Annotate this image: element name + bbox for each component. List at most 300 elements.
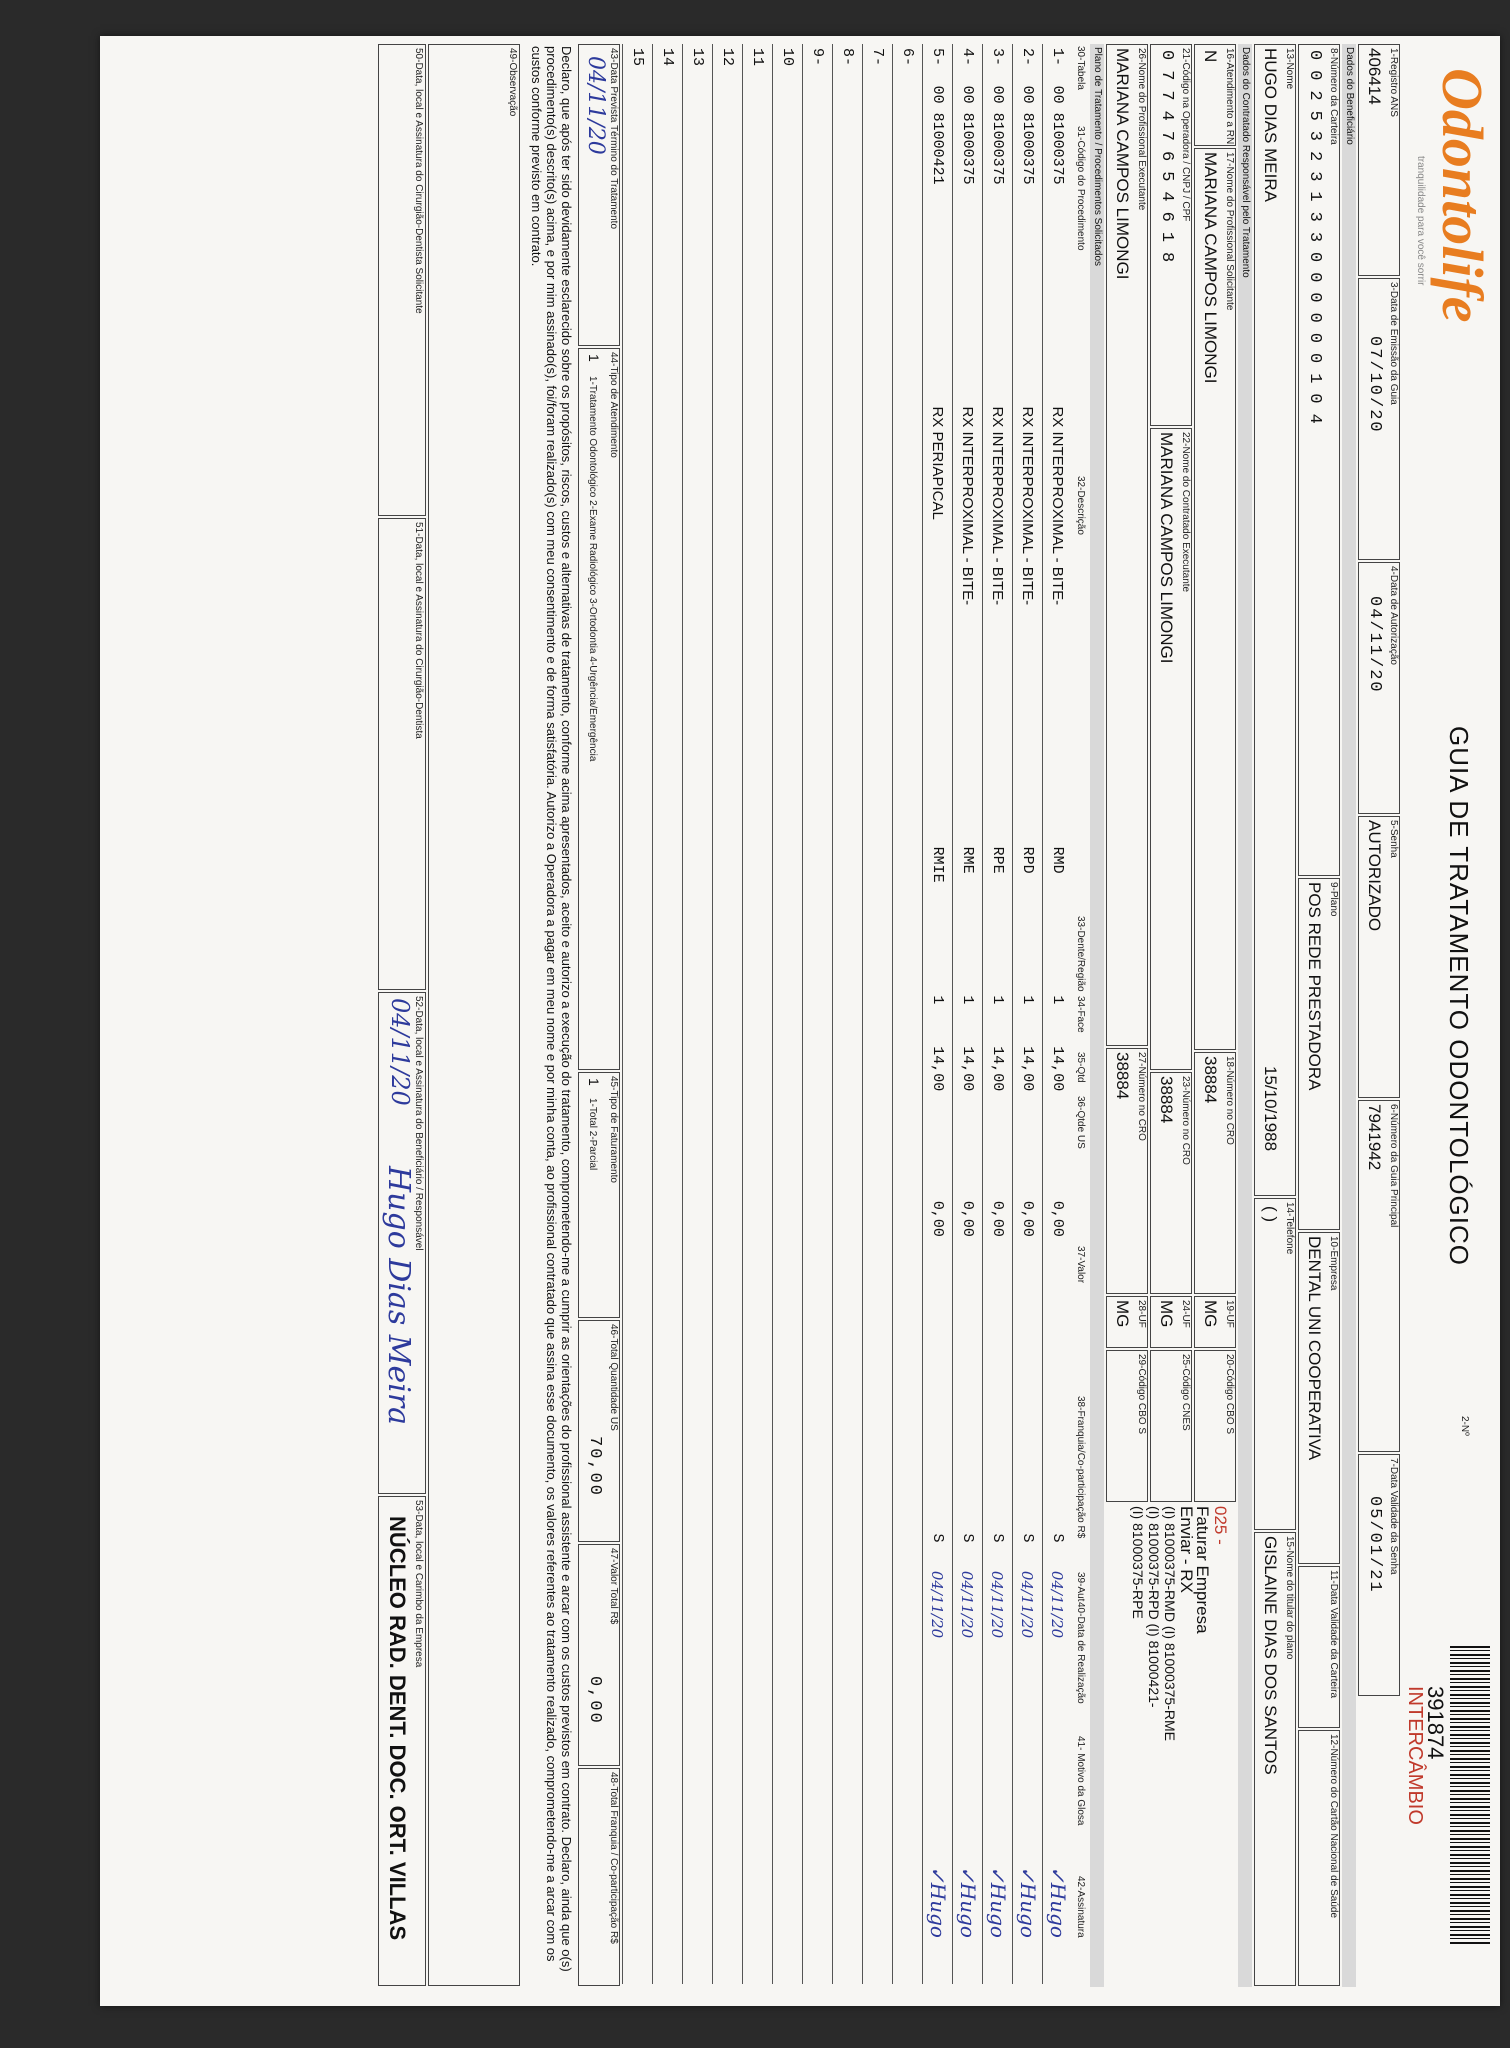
authorized [683, 1530, 713, 1567]
validade-senha-label: 7-Data Validade da Senha [1388, 1458, 1399, 1575]
tooth-region [893, 843, 923, 930]
quantity [863, 991, 893, 1042]
procedure-description [893, 402, 923, 842]
copay [833, 1351, 863, 1529]
prev-value: 04/11/20 [583, 56, 608, 155]
cbo-label: 20-Código CBO S [1224, 1354, 1235, 1435]
quantity-us [863, 1042, 893, 1197]
value: 0,00 [1043, 1197, 1073, 1351]
copay [773, 1351, 803, 1529]
quantity [623, 991, 653, 1042]
procedure-description [623, 402, 653, 842]
nome-value: HUGO DIAS MEIRA [1261, 48, 1280, 202]
value [863, 1197, 893, 1351]
birth-date-value: 15/10/1988 [1261, 1066, 1280, 1152]
table-row [923, 44, 953, 1984]
procedure-code [803, 82, 833, 403]
tooth-region [833, 843, 863, 930]
table-row [623, 44, 653, 1984]
row-number: 8- [833, 44, 863, 82]
ans-value: 406414 [1365, 48, 1384, 105]
quantity [773, 991, 803, 1042]
procedure-description [773, 402, 803, 842]
value [893, 1197, 923, 1351]
col-header: 39-Aut [1075, 1572, 1086, 1602]
cns-label: 12-Número do Cartão Nacional de Saúde [1328, 1734, 1339, 1918]
observacao-label: 49-Observação [507, 48, 518, 117]
tooth-region [623, 843, 653, 930]
dental-treatment-guide-form [100, 36, 1500, 2006]
signature-cell [863, 1850, 893, 1984]
glosa-reason [953, 1707, 983, 1850]
glosa-reason [743, 1707, 773, 1850]
plano-value: POS REDE PRESTADORA [1305, 882, 1324, 1091]
empresa-value: DENTAL UNI COOPERATIVA [1305, 1236, 1324, 1461]
barcode [1450, 1646, 1490, 1946]
procedure-description [803, 402, 833, 842]
copay [623, 1351, 653, 1529]
row-number: 13 [683, 44, 713, 82]
row-signature: ✓Hugo [1016, 1866, 1040, 1938]
quantity [713, 991, 743, 1042]
col-header: 36-Qtde US [1075, 1096, 1086, 1149]
procedure-description [653, 402, 683, 842]
signature-cell [833, 1850, 863, 1984]
table-row [713, 44, 743, 1984]
autoriz-value: 04/11/20 [1365, 596, 1384, 694]
plano-label: 9-Plano [1328, 882, 1339, 917]
realization-date [803, 1567, 833, 1707]
telefone-value: ( ) [1261, 1206, 1280, 1223]
table-row [1043, 44, 1073, 1984]
billing-notes [1130, 1506, 1210, 1741]
executante-label: 22-Nome do Contratado Executante [1180, 432, 1191, 593]
authorized [773, 1530, 803, 1567]
procedure-code [653, 82, 683, 403]
quantity-us [773, 1042, 803, 1197]
value [833, 1197, 863, 1351]
quantity [803, 991, 833, 1042]
quantity: 1 [983, 991, 1013, 1042]
realization-date: 04/11/20 [953, 1567, 983, 1707]
copay [893, 1351, 923, 1529]
quantity: 1 [923, 991, 953, 1042]
face [743, 929, 773, 991]
value [743, 1197, 773, 1351]
copay [953, 1351, 983, 1529]
realization-date [623, 1567, 653, 1707]
realization-date [713, 1567, 743, 1707]
quantity-us: 14,00 [923, 1042, 953, 1197]
logo-tagline: tranquilidade para você sorrir [1415, 156, 1426, 286]
signature-cell [623, 1850, 653, 1984]
emissao-value: 07/10/20 [1365, 336, 1384, 434]
row-number: 14 [653, 44, 683, 82]
tooth-region [773, 843, 803, 930]
authorized: S [983, 1530, 1013, 1567]
uf2-label: 24-UF [1180, 1300, 1191, 1328]
row-signature: ✓Hugo [1046, 1866, 1070, 1938]
senha-label: 5-Senha [1388, 820, 1399, 858]
valor-total-label: 47-Valor Total R$ [608, 1548, 619, 1625]
sig51-label: 51-Data, local e Assinatura do Cirurgião-Dentista [413, 522, 424, 739]
table-row [953, 44, 983, 1984]
quantity-us: 14,00 [983, 1042, 1013, 1197]
quantity-us [893, 1042, 923, 1197]
realization-date [683, 1567, 713, 1707]
glosa-reason [1013, 1707, 1043, 1850]
glosa-reason [863, 1707, 893, 1850]
quantity-us [623, 1042, 653, 1197]
procedure-description: RX INTERPROXIMAL - BITE- [1043, 402, 1073, 842]
table-row [983, 44, 1013, 1984]
value: 0,00 [1013, 1197, 1043, 1351]
col-header: 42-Assinatura [1075, 1876, 1086, 1938]
uf3-value: MG [1113, 1300, 1132, 1328]
realization-date: 04/11/20 [1043, 1567, 1073, 1707]
autoriz-label: 4-Data de Autorização [1388, 566, 1399, 665]
table-row [833, 44, 863, 1984]
value [653, 1197, 683, 1351]
procedure-code: 00 81000375 [983, 82, 1013, 403]
procedure-code [833, 82, 863, 403]
face [863, 929, 893, 991]
face [683, 929, 713, 991]
face [1043, 929, 1073, 991]
tipo-fat-value: 1 [586, 1078, 602, 1086]
consent-declaration: Declaro, que após ter sido devidamente esclarecido sobre os propósitos, riscos, custos e alternativas de tratamento, conforme acima apresentados, aceito e autorizo a execução do tratamento, comprometendo-me a cumprir as orientações do profissional assistente e arcar com os custos previstos em contrato. Declaro, ainda que o(s) procedimento(s) descrito(s) acima, e por mim assinado(s), foi/foram realizado(s) com meu consentimento e de forma satisfatória. Autorizo a Operadora a pagar em meu nome e por minha conta, ao profissional contratado que assina esse documento, os valores referentes ao tratamento realizado, comprometendo-me a arcar com os custos conforme previsto em contrato. [529, 46, 574, 1972]
row-number: 12 [713, 44, 743, 82]
tipo-atend-label: 44-Tipo de Atendimento [608, 352, 619, 458]
row-number: 9- [803, 44, 833, 82]
procedure-code: 00 81000421 [923, 82, 953, 403]
cod-operadora-value: 07747654618 [1157, 50, 1176, 273]
authorized [893, 1530, 923, 1567]
note-line: Enviar - RX [1177, 1506, 1196, 1593]
authorized [833, 1530, 863, 1567]
signature-cell [743, 1850, 773, 1984]
col-header: 41- Motivo da Glosa [1075, 1736, 1086, 1826]
row-number: 5- [923, 44, 953, 82]
authorized: S [1043, 1530, 1073, 1567]
col-header: 32-Descrição [1075, 476, 1086, 535]
prof-exec-label: 26-Nome do Profissional Executante [1136, 48, 1147, 211]
face [833, 929, 863, 991]
cro2-label: 23-Número no CRO [1180, 1076, 1191, 1165]
authorized [713, 1530, 743, 1567]
value [803, 1197, 833, 1351]
table-row [773, 44, 803, 1984]
row-number: 2- [1013, 44, 1043, 82]
authorized [863, 1530, 893, 1567]
authorized: S [923, 1530, 953, 1567]
realization-date [773, 1567, 803, 1707]
table-row [803, 44, 833, 1984]
copay [1043, 1351, 1073, 1529]
copay [653, 1351, 683, 1529]
col-header: 30-Tabela [1075, 46, 1086, 90]
solicitante-value: MARIANA CAMPOS LIMONGI [1201, 152, 1220, 384]
authorized [743, 1530, 773, 1567]
col-header: 38-Franquia/Co-participação R$ [1075, 1396, 1086, 1539]
procedure-code [773, 82, 803, 403]
note-line: (I) 81000375-RPE [1130, 1506, 1146, 1619]
authorized [653, 1530, 683, 1567]
carteira-label: 8-Número da Carteira [1328, 48, 1339, 145]
authorized: S [953, 1530, 983, 1567]
procedure-description: RX INTERPROXIMAL - BITE- [983, 402, 1013, 842]
face [953, 929, 983, 991]
quantity [743, 991, 773, 1042]
quantity-us [653, 1042, 683, 1197]
realization-date [743, 1567, 773, 1707]
tooth-region [683, 843, 713, 930]
principal-value: 7941942 [1365, 1104, 1384, 1171]
tooth-region: RPE [983, 843, 1013, 930]
col-header: 40-Data de Realização [1075, 1602, 1086, 1704]
glosa-reason [803, 1707, 833, 1850]
tooth-region: RMIE [923, 843, 953, 930]
procedure-description: RX INTERPROXIMAL - BITE- [953, 402, 983, 842]
value: 0,00 [983, 1197, 1013, 1351]
glosa-reason [683, 1707, 713, 1850]
table-row [743, 44, 773, 1984]
copay [803, 1351, 833, 1529]
intercambio-label: INTERCÂMBIO [1404, 1686, 1426, 1825]
guide-number-label: 2-Nº [1459, 1416, 1470, 1436]
procedures-table [622, 44, 1072, 1984]
note-line: Faturar Empresa [1193, 1506, 1212, 1634]
row-number: 11 [743, 44, 773, 82]
cro-value: 38884 [1201, 1056, 1220, 1104]
realization-date: 04/11/20 [983, 1567, 1013, 1707]
principal-label: 6-Número da Guia Principal [1388, 1104, 1399, 1228]
empresa-label: 10-Empresa [1328, 1236, 1339, 1291]
table-row [893, 44, 923, 1984]
procedure-code [623, 82, 653, 403]
table-row [683, 44, 713, 1984]
value: 0,00 [953, 1197, 983, 1351]
nome-box [1254, 44, 1296, 1196]
col-header: 34-Face [1075, 996, 1086, 1033]
glosa-reason [983, 1707, 1013, 1850]
observacao-box [428, 44, 520, 1986]
tooth-region [743, 843, 773, 930]
tooth-region: RME [953, 843, 983, 930]
authorized [623, 1530, 653, 1567]
table-row [1013, 44, 1043, 1984]
col-header: 33-Dente/Região [1075, 916, 1086, 992]
procedure-description [743, 402, 773, 842]
value: 0,00 [923, 1197, 953, 1351]
table-row [653, 44, 683, 1984]
face [803, 929, 833, 991]
quantity [683, 991, 713, 1042]
valor-total-value: 0,00 [585, 1676, 604, 1725]
odontolife-logo [1429, 68, 1496, 323]
quantity-us [833, 1042, 863, 1197]
cod-operadora-label: 21-Código na Operadora / CNPJ / CPF [1180, 48, 1191, 222]
realization-date [893, 1567, 923, 1707]
face [923, 929, 953, 991]
sig52-label: 52-Data, local e Assinatura do Beneficiário / Responsável [413, 996, 424, 1251]
sig50-label: 50-Data, local e Assinatura do Cirurgião-Dentista Solicitante [413, 48, 424, 314]
copay [713, 1351, 743, 1529]
value [623, 1197, 653, 1351]
value [713, 1197, 743, 1351]
cbo3-label: 29-Código CBO S [1136, 1354, 1147, 1435]
note-line: (I) 81000375-RMD (I) 81000375-RME [1162, 1506, 1178, 1741]
tipo-fat-label: 45-Tipo de Faturamento [608, 1076, 619, 1183]
uf2-value: MG [1157, 1300, 1176, 1328]
procedure-code [893, 82, 923, 403]
procedure-description [833, 402, 863, 842]
carteira-value: 0025323133000000104 [1305, 50, 1324, 434]
row-signature: ✓Hugo [926, 1866, 950, 1938]
prof-exec-value: MARIANA CAMPOS LIMONGI [1113, 48, 1132, 280]
col-header: 31-Código do Procedimento [1075, 126, 1086, 251]
beneficiary-section-header: Dados do Beneficiário [1342, 44, 1356, 1987]
cro3-label: 27-Número no CRO [1136, 1052, 1147, 1141]
procedure-code [743, 82, 773, 403]
cro2-value: 38884 [1157, 1076, 1176, 1124]
franquia-label: 48-Total Franquia / Co-participação R$ [608, 1772, 619, 1944]
beneficiary-signature: Hugo Dias Meira [381, 1166, 416, 1426]
face [623, 929, 653, 991]
procedure-code: 00 81000375 [1043, 82, 1073, 403]
row-number: 6- [893, 44, 923, 82]
realization-date [863, 1567, 893, 1707]
realization-date: 04/11/20 [923, 1567, 953, 1707]
procedure-code [713, 82, 743, 403]
tipo-fat-options: 1-Total 2-Parcial [587, 1098, 598, 1171]
face [713, 929, 743, 991]
uf-value: MG [1201, 1300, 1220, 1328]
rn-label: 16-Atendimento a RN [1224, 48, 1235, 145]
sig52-date: 04/11/20 [386, 998, 414, 1106]
quantity-us: 14,00 [1013, 1042, 1043, 1197]
copay [983, 1351, 1013, 1529]
quantity: 1 [1013, 991, 1043, 1042]
uf-label: 19-UF [1224, 1300, 1235, 1328]
quantity [893, 991, 923, 1042]
tooth-region [653, 843, 683, 930]
quantity-us [743, 1042, 773, 1197]
copay [1013, 1351, 1043, 1529]
tooth-region [863, 843, 893, 930]
realization-date [833, 1567, 863, 1707]
row-number: 7- [863, 44, 893, 82]
titular-value: GISLAINE DIAS DOS SANTOS [1261, 1536, 1280, 1775]
validade-senha-value: 05/01/21 [1365, 1496, 1384, 1594]
value [683, 1197, 713, 1351]
glosa-reason [713, 1707, 743, 1850]
quantity-us [683, 1042, 713, 1197]
signature-cell [653, 1850, 683, 1984]
realization-date [653, 1567, 683, 1707]
signature-cell [893, 1850, 923, 1984]
quantity-us: 14,00 [953, 1042, 983, 1197]
glosa-reason [653, 1707, 683, 1850]
procedure-code [683, 82, 713, 403]
authorized [803, 1530, 833, 1567]
realization-date: 04/11/20 [1013, 1567, 1043, 1707]
sig53-label: 53-Data, local e Carimbo da Empresa [413, 1500, 424, 1668]
cro3-value: 38884 [1113, 1052, 1132, 1100]
procedure-description: RX INTERPROXIMAL - BITE- [1013, 402, 1043, 842]
row-number: 3- [983, 44, 1013, 82]
procedure-description [683, 402, 713, 842]
glosa-reason [893, 1707, 923, 1850]
quantity: 1 [1043, 991, 1073, 1042]
glosa-reason [1043, 1707, 1073, 1850]
procedure-code: 00 81000375 [1013, 82, 1043, 403]
total-us-label: 46-Total Quantidade US [608, 1324, 619, 1431]
titular-label: 15-Nome do titular do plano [1284, 1536, 1295, 1660]
copay [863, 1351, 893, 1529]
procedure-description [863, 402, 893, 842]
procedure-code [863, 82, 893, 403]
contractor-section-header: Dados do Contratado Responsável pelo Tratamento [1238, 44, 1252, 1987]
telefone-label: 14-Telefone [1284, 1202, 1295, 1255]
company-stamp: NÚCLEO RAD. DENT. DOC. ORT. VILLAS [385, 1516, 410, 1941]
executante-value: MARIANA CAMPOS LIMONGI [1157, 432, 1176, 664]
note-line: (I) 81000375-RPD (I) 81000421- [1146, 1506, 1162, 1708]
row-signature: ✓Hugo [986, 1866, 1010, 1938]
cro-label: 18-Número no CRO [1224, 1056, 1235, 1145]
col-header: 37-Valor [1075, 1246, 1086, 1284]
nome-label: 13-Nome [1284, 48, 1295, 90]
signature-cell [683, 1850, 713, 1984]
face [653, 929, 683, 991]
procedure-description: RX PERIAPICAL [923, 402, 953, 842]
cbo-value: 025 - [1211, 1506, 1230, 1545]
quantity-us [803, 1042, 833, 1197]
quantity: 1 [953, 991, 983, 1042]
tooth-region: RPD [1013, 843, 1043, 930]
rn-value: N [1201, 50, 1220, 63]
row-number: 1- [1043, 44, 1073, 82]
quantity-us: 14,00 [1043, 1042, 1073, 1197]
tooth-region [713, 843, 743, 930]
signature-cell [773, 1850, 803, 1984]
glosa-reason [923, 1707, 953, 1850]
solicitante-label: 17-Nome do Profissional Solicitante [1224, 152, 1235, 311]
glosa-reason [623, 1707, 653, 1850]
tipo-atend-value: 1 [586, 354, 602, 362]
row-number: 10 [773, 44, 803, 82]
row-number: 4- [953, 44, 983, 82]
copay [743, 1351, 773, 1529]
uf3-label: 28-UF [1136, 1300, 1147, 1328]
table-row [863, 44, 893, 1984]
signature-cell [803, 1850, 833, 1984]
cnes-label: 25-Código CNES [1180, 1354, 1191, 1431]
glosa-reason [773, 1707, 803, 1850]
row-signature: ✓Hugo [956, 1866, 980, 1938]
ans-label: 1-Registro ANS [1388, 48, 1399, 117]
senha-value: AUTORIZADO [1365, 820, 1384, 932]
page-title: GUIA DE TRATAMENTO ODONTOLÓGICO [1444, 726, 1474, 1266]
face [983, 929, 1013, 991]
guide-number: 391874 [1423, 1686, 1448, 1760]
quantity [653, 991, 683, 1042]
plan-section-header: Plano de Tratamento / Procedimentos Solicitados [1090, 44, 1104, 1987]
prev-label: 43-Data Prevista Término do Tratamento [608, 48, 619, 230]
copay [923, 1351, 953, 1529]
copay [683, 1351, 713, 1529]
logo-text: Odontolife [1430, 68, 1495, 323]
